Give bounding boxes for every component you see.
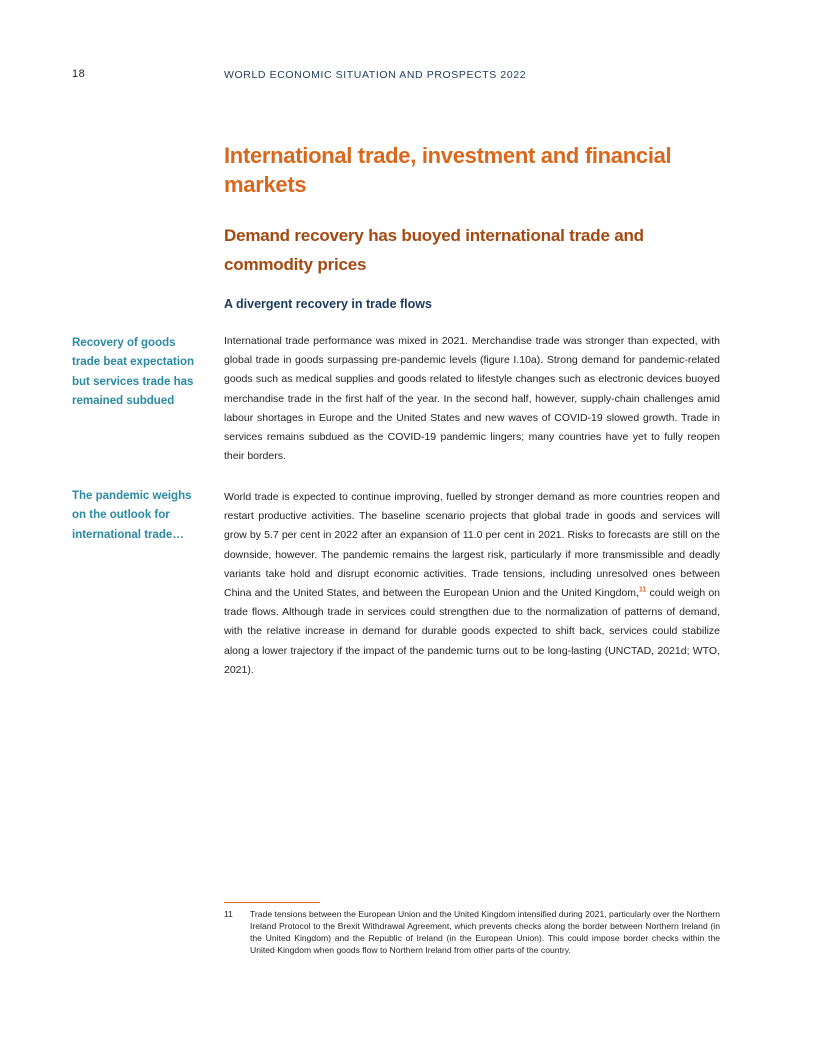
subsection-title: Demand recovery has buoyed international trade and commodity prices [224, 226, 644, 274]
paragraph-text-part: World trade is expected to continue improving, fuelled by stronger demand as more countries reopen and restart productive activities. The baseline scenario projects that global trade in goods and services will grow by 5.7 per cent in 2022 after an expansion of 11.0 per cent in 2021. Risks to forecasts are still on the downside, however. The pandemic remains the largest risk, particularly if more transmissible and deadly variants take hold and disrupt economic activities. Trade tensions, including unresolved ones between China and the United States, and between the European Union and the United Kingdom, [224, 491, 720, 600]
paragraph-trade-performance: International trade performance was mixed in 2021. Merchandise trade was stronger than expected, with global trade in goods surpassing pre-pandemic levels (figure I.10a). Strong demand for pandemic-related goods such as medical supplies and goods related to lifestyle changes such as electronic devices buoyed merchandise trade in the first half of the year. In the second half, however, supply-chain challenges amid labour shortages in Europe and the United States and new waves of COVID-19 slowed growth. Trade in services remains subdued as the COVID-19 pandemic lingers; many countries have yet to fully reopen their borders. [224, 335, 720, 463]
paragraph-text-part: could weigh on trade flows. Although trade in services could strengthen due to the normalization of patterns of demand, with the relative increase in demand for durable goods expected to shift back, services could stabilize along a lower trajectory if the impact of the pandemic turns out to be long-lasting (UNCTAD, 2021d; WTO, 2021). [224, 587, 720, 676]
section-title: International trade, investment and financial markets [224, 143, 672, 197]
margin-note-pandemic-outlook: The pandemic weighs on the outlook for international trade… [72, 490, 192, 541]
margin-note-goods-trade: Recovery of goods trade beat expectation but services trade has remained subdued [72, 337, 195, 407]
footnote-text: Trade tensions between the European Union and the United Kingdom intensified during 2021, particularly over the Northern Ireland Protocol to the Brexit Withdrawal Agreement, which prevents checks along the border between Northern Ireland (in the United Kingdom) and the Republic of Ireland (in the European Union). This could impose border checks within the United Kingdom when goods flow to Northern Ireland from other parts of the country. [250, 909, 720, 955]
footnote-divider [224, 902, 320, 903]
sub-subsection-title: A divergent recovery in trade flows [224, 297, 432, 311]
paragraph-trade-outlook [224, 488, 720, 680]
page-number: 18 [72, 68, 86, 80]
running-header: WORLD ECONOMIC SITUATION AND PROSPECTS 2022 [224, 69, 527, 81]
footnote [224, 908, 720, 956]
footnote-reference-link[interactable]: 11 [638, 586, 647, 594]
footnote-number: 11 [224, 909, 233, 919]
